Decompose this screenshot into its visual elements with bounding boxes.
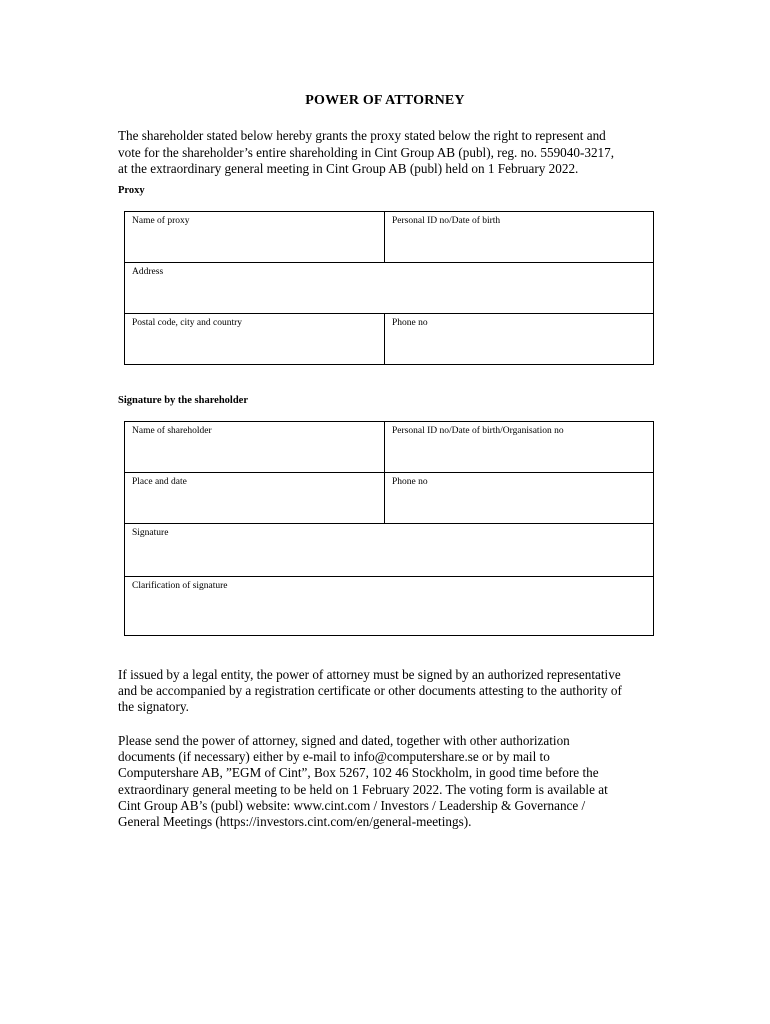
proxy-address-field[interactable] xyxy=(125,263,654,314)
paragraph-line: the signatory. xyxy=(118,699,189,715)
intro-line: at the extraordinary general meeting in Cint Group AB (publ) held on 1 February 2022. xyxy=(118,161,579,176)
proxy-phone-field[interactable] xyxy=(385,314,654,365)
paragraph-line: documents (if necessary) either by e-mail to info@computershare.se or by mail to xyxy=(118,749,550,765)
paragraph-line: extraordinary general meeting to be held on 1 February 2022. The voting form is available at xyxy=(118,781,608,797)
page-title: POWER OF ATTORNEY xyxy=(305,93,465,108)
field-label: Clarification of signature xyxy=(132,581,228,591)
field-label: Personal ID no/Date of birth/Organisation no xyxy=(392,426,564,436)
shareholder-name-field[interactable] xyxy=(125,422,385,473)
shareholder-table xyxy=(124,421,654,636)
proxy-heading: Proxy xyxy=(118,185,145,196)
proxy-name-field[interactable] xyxy=(125,212,385,263)
field-label: Place and date xyxy=(132,477,187,487)
proxy-table xyxy=(124,211,654,365)
paragraph-line: Cint Group AB’s (publ) website: www.cint.com / Investors / Leadership & Governance / xyxy=(118,797,586,813)
proxy-personal-id-field[interactable] xyxy=(385,212,654,263)
intro-line: vote for the shareholder’s entire shareholding in Cint Group AB (publ), reg. no. 559040-3217, xyxy=(118,144,615,160)
shareholder-phone-field[interactable] xyxy=(385,473,654,524)
instructions-paragraph xyxy=(118,733,678,830)
field-label: Postal code, city and country xyxy=(132,318,243,328)
intro-paragraph xyxy=(118,128,658,178)
legal-entity-paragraph xyxy=(118,667,678,716)
field-label: Personal ID no/Date of birth xyxy=(392,216,501,226)
proxy-postal-field[interactable] xyxy=(125,314,385,365)
clarification-field[interactable] xyxy=(125,577,654,636)
paragraph-line: Computershare AB, ”EGM of Cint”, Box 5267, 102 46 Stockholm, in good time before the xyxy=(118,765,599,781)
paragraph-line: Please send the power of attorney, signed and dated, together with other authorization xyxy=(118,733,570,748)
paragraph-line: If issued by a legal entity, the power of attorney must be signed by an authorized representative xyxy=(118,667,621,682)
field-label: Address xyxy=(132,267,164,277)
place-date-field[interactable] xyxy=(125,473,385,524)
paragraph-line: and be accompanied by a registration certificate or other documents attesting to the authority of xyxy=(118,683,622,699)
field-label: Name of proxy xyxy=(132,216,190,226)
shareholder-personal-id-field[interactable] xyxy=(385,422,654,473)
shareholder-heading: Signature by the shareholder xyxy=(118,395,248,406)
signature-field[interactable] xyxy=(125,524,654,577)
field-label: Phone no xyxy=(392,318,428,328)
field-label: Phone no xyxy=(392,477,428,487)
intro-line: The shareholder stated below hereby grants the proxy stated below the right to represent and xyxy=(118,128,606,143)
field-label: Name of shareholder xyxy=(132,426,212,436)
field-label: Signature xyxy=(132,528,169,538)
paragraph-line: General Meetings (https://investors.cint.com/en/general-meetings). xyxy=(118,814,472,830)
